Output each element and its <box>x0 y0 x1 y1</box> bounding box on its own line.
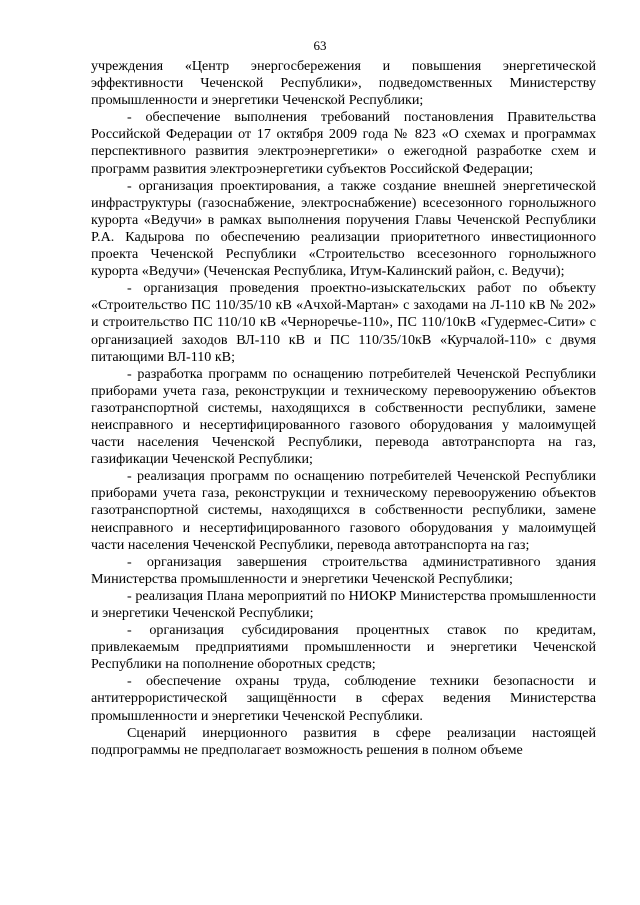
paragraph-niokr-plan: - реализация Плана мероприятий по НИОКР Министерства промышленности и энергетики Чеченской Республики; <box>91 587 596 621</box>
paragraph-veduchi-resort: - организация проектирования, а также создание внешней энергетической инфраструктуры (газоснабжение, электроснабжение) всесезонного горнолыжного курорта «Ведучи» в рамках выполнения поручения Главы Чеченской Республики Р.А. Кадырова по обеспечению реализации приоритетного инвестиционного проекта Чеченской Республики «Строительство всесезонного горнолыжного курорта «Ведучи» (Чеченская Республика, Итум-Калинский район, с. Ведучи); <box>91 177 596 280</box>
paragraph-admin-building: - организация завершения строительства административного здания Министерства промышленности и энергетики Чеченской Республики; <box>91 553 596 587</box>
paragraph-gas-program-development: - разработка программ по оснащению потребителей Чеченской Республики приборами учета газа, реконструкции и техническому перевооружению объектов газотранспортной системы, находящихся в собственности республики, замене неисправного и несертифицированного газового оборудования у малоимущей части населения Чеченской Республики, перевода автотранспорта на газ, газификации Чеченской Республики; <box>91 365 596 468</box>
paragraph-continuation: учреждения «Центр энергосбережения и повышения энергетической эффективности Чеченской Республики», подведомственных Министерству промышленности и энергетики Чеченской Республики; <box>91 58 596 109</box>
page-body <box>91 58 596 759</box>
paragraph-interest-subsidies: - организация субсидирования процентных ставок по кредитам, привлекаемым предприятиями промышленности и энергетики Чеченской Республики на пополнение оборотных средств; <box>91 622 596 673</box>
paragraph-decree-823: - обеспечение выполнения требований постановления Правительства Российской Федерации от 17 октября 2009 года № 823 «О схемах и программах перспективного развития электроэнергетики» о ежегодной разработке схем и программ развития электроэнергетики субъектов Российской Федерации; <box>91 109 596 177</box>
paragraph-labor-safety: - обеспечение охраны труда, соблюдение техники безопасности и антитеррористической защищённости в сферах ведения Министерства промышленности и энергетики Чеченской Республики. <box>91 673 596 724</box>
paragraph-gas-program-implementation: - реализация программ по оснащению потребителей Чеченской Республики приборами учета газа, реконструкции и техническому перевооружению объектов газотранспортной системы, находящихся в собственности республики, замене неисправного и несертифицированного газового оборудования у малоимущей части населения Чеченской Республики, перевода автотранспорта на газ; <box>91 468 596 553</box>
page-number: 63 <box>313 38 327 53</box>
paragraph-inertial-scenario: Сценарий инерционного развития в сфере реализации настоящей подпрограммы не предполагает возможность решения в полном объеме <box>91 724 596 758</box>
paragraph-substations: - организация проведения проектно-изыскательских работ по объекту «Строительство ПС 110/35/10 кВ «Ачхой-Мартан» с заходами на Л-110 кВ № 202» и строительство ПС 110/10 кВ «Черноречье-110», ПС 110/10кВ «Гудермес-Сити» с организацией заходов ВЛ-110 кВ и ПС 110/35/10кВ «Курчалой-110» с двумя питающими ВЛ-110 кВ; <box>91 280 596 365</box>
